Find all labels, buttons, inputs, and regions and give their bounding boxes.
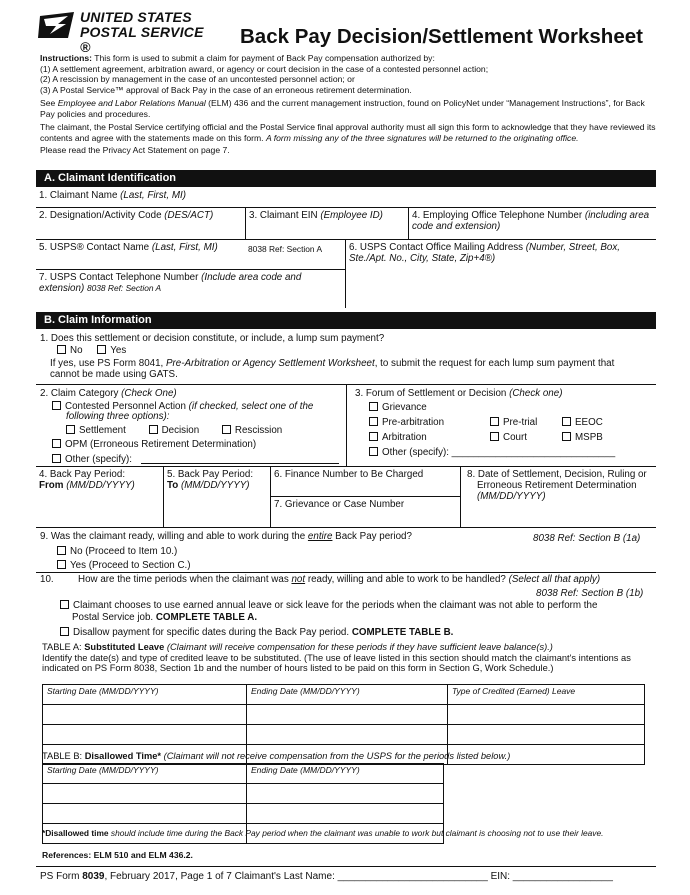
grievance-number-field[interactable] bbox=[271, 497, 461, 527]
q3-other-label: Other (specify): ______________________________ bbox=[382, 447, 616, 458]
q3-eeoc bbox=[562, 417, 603, 428]
logo-wordmark bbox=[80, 10, 213, 55]
q1-yes-checkbox[interactable] bbox=[97, 345, 106, 354]
q4-label: 4. Back Pay Period: bbox=[39, 469, 126, 480]
q6-label: 6. Finance Number to Be Charged bbox=[274, 469, 424, 480]
q9-no-label: No (Proceed to Item 10.) bbox=[70, 546, 178, 557]
instructions-label: Instructions: bbox=[40, 53, 93, 63]
contact-telephone-ref: 8038 Ref: Section A bbox=[86, 283, 162, 293]
table-a-col-end: Ending Date (MM/DD/YYYY) bbox=[247, 685, 448, 705]
q9-ref: 8038 Ref: Section B (1a) bbox=[533, 533, 641, 544]
q3-prearb-checkbox[interactable] bbox=[369, 417, 378, 426]
q2-other bbox=[52, 454, 132, 465]
contact-name-ref: 8038 Ref: Section A bbox=[248, 244, 323, 254]
q9-yes-label: Yes (Proceed to Section C.) bbox=[70, 560, 191, 571]
q2-rescission-checkbox[interactable] bbox=[222, 425, 231, 434]
table-cell[interactable] bbox=[43, 705, 247, 725]
privacy-note: Please read the Privacy Act Statement on page 7. bbox=[40, 145, 230, 155]
q10-number: 10. bbox=[40, 574, 54, 585]
contact-address-hint: (Number, Street, Box, Ste./Apt. No., City, State, Zip+4®) bbox=[349, 242, 620, 264]
q10-option2 bbox=[60, 627, 453, 638]
q10-ref: 8038 Ref: Section B (1b) bbox=[536, 588, 644, 599]
q3-grievance-checkbox[interactable] bbox=[369, 402, 378, 411]
q2-settlement-checkbox[interactable] bbox=[66, 425, 75, 434]
table-row bbox=[43, 804, 444, 824]
contact-address-label: 6. USPS Contact Office Mailing Address bbox=[349, 242, 526, 253]
q2-contested-label: Contested Personnel Action bbox=[65, 401, 189, 412]
q3-mspb bbox=[562, 432, 603, 443]
instructions-item3: (3) A Postal Service™ approval of Back Pay in the case of an erroneous retirement determination. bbox=[40, 84, 412, 95]
q2-opm-checkbox[interactable] bbox=[52, 439, 61, 448]
claimant-ein-label: 3. Claimant EIN bbox=[249, 210, 321, 221]
q10-option1-action: COMPLETE TABLE A. bbox=[155, 612, 258, 623]
q3-other bbox=[369, 447, 615, 458]
q5-to: To bbox=[167, 480, 181, 491]
q4-from: From bbox=[39, 480, 67, 491]
q7-label: 7. Grievance or Case Number bbox=[274, 499, 405, 510]
q10-option1 bbox=[60, 600, 597, 611]
table-cell[interactable] bbox=[247, 705, 448, 725]
q2-opm-label: OPM (Erroneous Retirement Determination) bbox=[65, 439, 257, 450]
contact-address-field[interactable] bbox=[346, 240, 656, 308]
divider bbox=[36, 527, 656, 528]
q5-hint: (MM/DD/YYYY) bbox=[180, 480, 250, 491]
instructions-item1: (1) A settlement agreement, arbitration award, or agency or court decision in the case of a contested personnel action; bbox=[40, 63, 489, 74]
footnote-text: should include time during the Back Pay period when the claimant was unable to work but claimant is choosing not to use their leave. bbox=[108, 828, 604, 838]
back-pay-to-field[interactable] bbox=[164, 467, 271, 527]
references: References: ELM 510 and ELM 436.2. bbox=[42, 850, 193, 860]
finance-number-field[interactable] bbox=[271, 467, 461, 497]
q9-yes bbox=[57, 560, 191, 571]
table-a-description: Identify the date(s) and type of credited leave to be substituted. (The use of leave listed in this section should match the claimant's intentions as indicated on PS Form 8038, Section 1b and the number of hours listed to be paid on this form in Section G, Work Schedule.) bbox=[42, 653, 631, 673]
instructions-item2: (2) A rescission by management in the case of an uncontested personnel action; or bbox=[40, 74, 355, 84]
q3-label bbox=[355, 388, 562, 399]
q3-pretrial-checkbox[interactable] bbox=[490, 417, 499, 426]
instructions-text: This form is used to submit a claim for payment of Back Pay compensation authorized by: bbox=[92, 53, 435, 63]
designation-code-hint: (DES/ACT) bbox=[164, 210, 214, 221]
q3-arbitration-checkbox[interactable] bbox=[369, 432, 378, 441]
table-row bbox=[43, 705, 645, 725]
q1-note-line2: cannot be made using GATS. bbox=[50, 369, 178, 380]
table-row bbox=[43, 784, 444, 804]
q2-contested-hint: (if checked, select one of the bbox=[188, 401, 314, 412]
table-a-prefix: TABLE A: bbox=[42, 642, 85, 652]
eagle-icon bbox=[38, 10, 76, 40]
q5-label: 5. Back Pay Period: bbox=[167, 469, 254, 480]
logo-line2: POSTAL SERVICE ® bbox=[80, 24, 204, 55]
table-b-prefix: TABLE B: bbox=[42, 751, 85, 761]
table-a-title: Substituted Leave bbox=[84, 642, 165, 652]
designation-code-label: 2. Designation/Activity Code bbox=[39, 210, 165, 221]
office-telephone-label: 4. Employing Office Telephone Number bbox=[412, 210, 585, 221]
contact-telephone-hint: (Include area code and extension) bbox=[39, 272, 302, 294]
divider bbox=[346, 385, 347, 467]
contact-telephone-field[interactable] bbox=[36, 270, 346, 308]
q3-arbitration bbox=[369, 432, 427, 443]
q9-text-c: Back Pay period? bbox=[332, 531, 412, 542]
claimant-name-hint: (Last, First, MI) bbox=[120, 190, 186, 201]
q1-note-a: If yes, use PS Form 8041, bbox=[50, 358, 166, 369]
disallowed-footnote bbox=[42, 828, 652, 838]
q2-contested-hint2-text: following three options): bbox=[66, 411, 170, 422]
q3-arbitration-label: Arbitration bbox=[382, 432, 427, 443]
q3-court bbox=[490, 432, 527, 443]
q3-grievance bbox=[369, 402, 427, 413]
office-telephone-hint: (including area code and extension) bbox=[412, 210, 650, 232]
back-pay-from-field[interactable] bbox=[36, 467, 164, 527]
q3-court-checkbox[interactable] bbox=[490, 432, 499, 441]
q10-text-c: ready, willing and able to work to be handled? bbox=[305, 574, 509, 585]
table-b-note: (Claimant will not receive compensation from the USPS for the periods listed below.) bbox=[161, 751, 511, 761]
claimant-ein-field[interactable] bbox=[246, 208, 409, 240]
q1-options bbox=[57, 345, 126, 356]
q3-court-label: Court bbox=[503, 432, 527, 443]
table-cell[interactable] bbox=[247, 804, 444, 824]
table-a-header-row bbox=[43, 685, 645, 705]
divider bbox=[36, 572, 656, 573]
q10-option1-text: Claimant chooses to use earned annual leave or sick leave for the periods when the claimant was not able to perform the bbox=[73, 600, 598, 611]
table-b-col-start: Starting Date (MM/DD/YYYY) bbox=[43, 764, 247, 784]
q10-option1-text-b: Postal Service job. bbox=[72, 612, 156, 623]
q8-label: 8. Date of Settlement, Decision, Ruling or Erroneous Retirement Determination bbox=[467, 469, 647, 491]
contact-name-hint: (Last, First, MI) bbox=[151, 242, 218, 253]
q2-settlement-label: Settlement bbox=[79, 425, 126, 436]
q3-text: 3. Forum of Settlement or Decision bbox=[355, 388, 510, 399]
q1-note-form: Pre-Arbitration or Agency Settlement Worksheet bbox=[165, 358, 375, 369]
q3-mspb-label: MSPB bbox=[575, 432, 603, 443]
q10-hint: (Select all that apply) bbox=[508, 574, 601, 585]
q10-option2-action: COMPLETE TABLE B. bbox=[351, 627, 454, 638]
q1-yes-label: Yes bbox=[110, 345, 127, 356]
q9-no bbox=[57, 546, 177, 557]
claimant-name-label: 1. Claimant Name bbox=[39, 190, 121, 201]
q2-sub-options bbox=[66, 425, 282, 436]
q10-label bbox=[78, 574, 600, 585]
q4-hint: (MM/DD/YYYY) bbox=[66, 480, 135, 491]
q9-no-checkbox[interactable] bbox=[57, 546, 66, 555]
table-a-col-start: Starting Date (MM/DD/YYYY) bbox=[43, 685, 247, 705]
contact-telephone-label: 7. USPS Contact Telephone Number bbox=[39, 272, 202, 283]
see-text-b: (ELM) 436 and the current management instruction, found on PolicyNet under “Management Instructions”, for Back Pay policies and procedures. bbox=[40, 98, 645, 119]
instructions bbox=[40, 53, 660, 156]
q10-leave-checkbox[interactable] bbox=[60, 600, 69, 609]
section-a-header: A. Claimant Identification bbox=[36, 170, 656, 187]
table-a-note: (Claimant will receive compensation for these periods if they have sufficient leave balance(s).) bbox=[164, 642, 553, 652]
q2-contested-hint2 bbox=[66, 411, 169, 422]
table-cell[interactable] bbox=[247, 725, 448, 745]
claimant-name-field[interactable] bbox=[36, 188, 656, 208]
q2-label bbox=[40, 388, 177, 399]
q9-entire: entire bbox=[307, 531, 333, 542]
table-cell[interactable] bbox=[448, 705, 645, 725]
see-text-a: See bbox=[40, 98, 58, 108]
sign-text: The claimant, the Postal Service certifying official and the Postal Service final approval authority must all sign this form to acknowledge that they have reviewed its contents and agree with the statements made on this form. bbox=[40, 122, 656, 143]
q3-hint: (Check one) bbox=[509, 388, 563, 399]
table-b-col-end: Ending Date (MM/DD/YYYY) bbox=[247, 764, 444, 784]
see-elm: Employee and Labor Relations Manual bbox=[57, 98, 206, 108]
footer-form-info: , February 2017, Page 1 of 7 Claimant's Last Name: ___________________________ EIN: __________________ bbox=[104, 871, 613, 882]
table-a-label bbox=[42, 642, 553, 653]
contact-name-field[interactable] bbox=[36, 240, 346, 270]
q3-prearbitration bbox=[369, 417, 444, 428]
q2-decision-checkbox[interactable] bbox=[149, 425, 158, 434]
contact-name-label: 5. USPS® Contact Name bbox=[39, 242, 152, 253]
form-footer bbox=[40, 871, 613, 882]
table-b-title: Disallowed Time* bbox=[84, 751, 162, 761]
q3-other-checkbox[interactable] bbox=[369, 447, 378, 456]
q1-note-c: , to submit the request for each lump sum payment that bbox=[374, 358, 615, 369]
office-telephone-field[interactable] bbox=[409, 208, 656, 240]
table-cell[interactable] bbox=[448, 725, 645, 745]
table-row bbox=[43, 725, 645, 745]
table-cell[interactable] bbox=[247, 784, 444, 804]
q1-no-checkbox[interactable] bbox=[57, 345, 66, 354]
q3-grievance-label: Grievance bbox=[382, 402, 427, 413]
usps-logo bbox=[38, 8, 213, 55]
q2-other-label: Other (specify): bbox=[65, 454, 132, 465]
q10-option1-line2 bbox=[72, 612, 257, 623]
q2-rescission-label: Rescission bbox=[234, 425, 283, 436]
q1-label: 1. Does this settlement or decision constitute, or include, a lump sum payment? bbox=[40, 333, 385, 344]
table-b-label bbox=[42, 751, 510, 762]
q8-hint: (MM/DD/YYYY) bbox=[477, 491, 546, 502]
settlement-date-field[interactable] bbox=[461, 467, 656, 527]
q2-other-line[interactable] bbox=[141, 463, 339, 464]
form-title: Back Pay Decision/Settlement Worksheet bbox=[240, 25, 643, 48]
q2-decision-label: Decision bbox=[161, 425, 200, 436]
q9-text-a: 9. Was the claimant ready, willing and able to work during the bbox=[40, 531, 308, 542]
q2-hint: (Check One) bbox=[121, 388, 177, 399]
q1-note bbox=[50, 358, 614, 369]
table-cell[interactable] bbox=[43, 784, 247, 804]
q2-other-checkbox[interactable] bbox=[52, 454, 61, 463]
footer-divider bbox=[36, 866, 656, 867]
table-b-header-row bbox=[43, 764, 444, 784]
sign-warning: A form missing any of the three signatures will be returned to the originating office. bbox=[265, 132, 579, 143]
table-a-col-type: Type of Credited (Earned) Leave bbox=[448, 685, 645, 705]
q10-disallow-checkbox[interactable] bbox=[60, 627, 69, 636]
q3-pretrial-label: Pre-trial bbox=[503, 417, 538, 428]
q2-contested-checkbox[interactable] bbox=[52, 401, 61, 410]
logo-line1: UNITED STATES bbox=[80, 9, 192, 25]
table-cell[interactable] bbox=[43, 804, 247, 824]
q10-option2-text: Disallow payment for specific dates during the Back Pay period. bbox=[73, 627, 352, 638]
footer-form-number: 8039 bbox=[82, 871, 105, 882]
q3-mspb-checkbox[interactable] bbox=[562, 432, 571, 441]
table-cell[interactable] bbox=[43, 725, 247, 745]
section-b-header: B. Claim Information bbox=[36, 312, 656, 329]
q3-eeoc-label: EEOC bbox=[575, 417, 603, 428]
q3-pretrial bbox=[490, 417, 537, 428]
footer-form-label: PS Form bbox=[40, 871, 83, 882]
q1-no-label: No bbox=[70, 345, 83, 356]
q3-eeoc-checkbox[interactable] bbox=[562, 417, 571, 426]
q9-yes-checkbox[interactable] bbox=[57, 560, 66, 569]
q9-label bbox=[40, 531, 412, 542]
q2-text: 2. Claim Category bbox=[40, 388, 122, 399]
footnote-term: *Disallowed time bbox=[42, 828, 109, 838]
designation-code-field[interactable] bbox=[36, 208, 246, 240]
q10-text-a: How are the time periods when the claimant was bbox=[78, 574, 292, 585]
claimant-ein-hint: (Employee ID) bbox=[320, 210, 383, 221]
q2-opm bbox=[52, 439, 256, 450]
q3-prearb-label: Pre-arbitration bbox=[382, 417, 445, 428]
q10-not: not bbox=[291, 574, 306, 585]
